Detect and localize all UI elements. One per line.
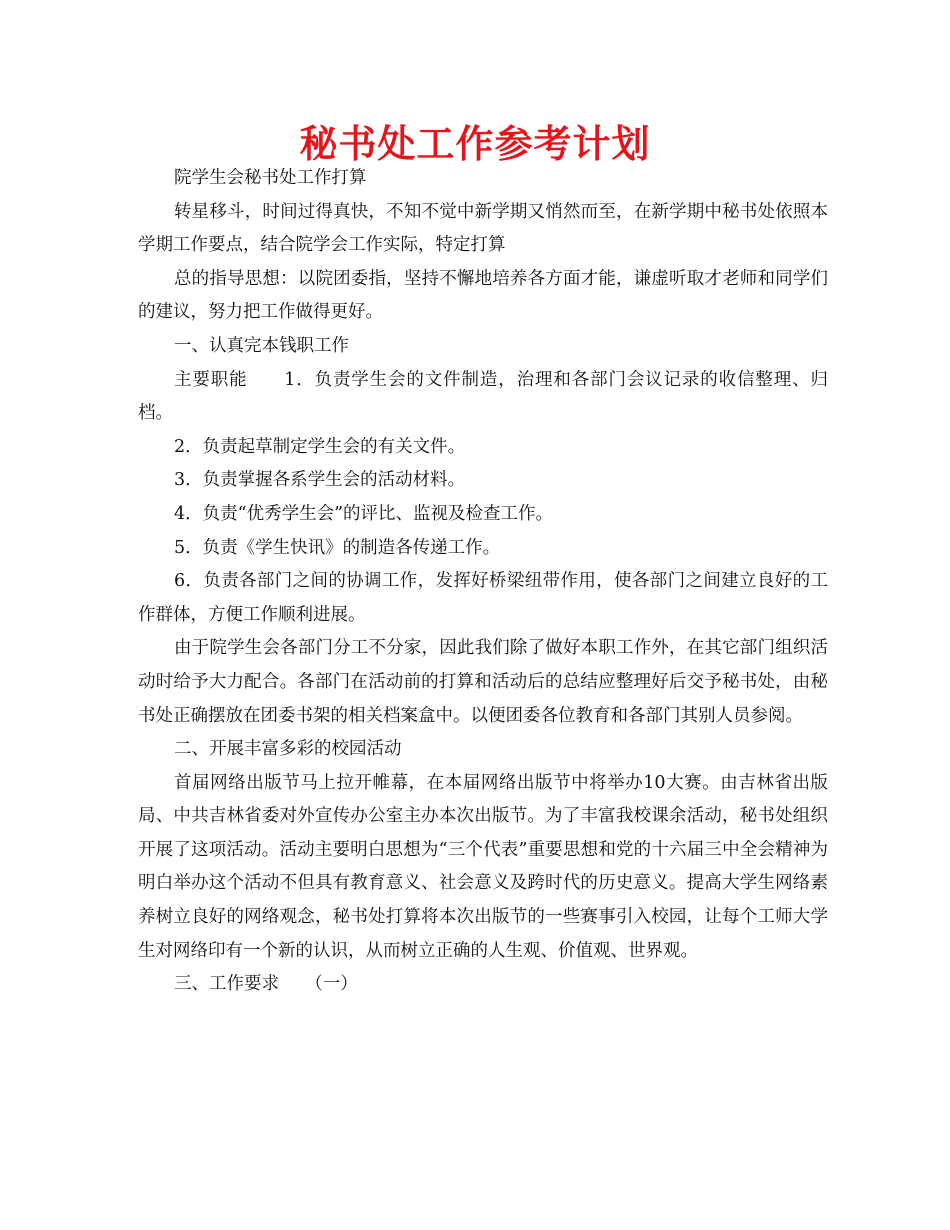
list-item-duty-2: 2．负责起草制定学生会的有关文件。 [174, 436, 466, 457]
paragraph-guiding-idea: 总的指导思想：以院团委指，坚持不懈地培养各方面才能，谦虚听取才老师和同学们的建议，努力把工作做得更好。 [138, 268, 828, 323]
document-body [138, 162, 828, 1002]
list-item-duty-6: 6．负责各部门之间的协调工作，发挥好桥梁纽带作用，使各部门之间建立良好的工作群体，方便工作顺利进展。 [138, 571, 828, 625]
section-heading-1: 一、认真完本钱职工作 [174, 335, 349, 356]
document-title: 秘书处工作参考计划 [299, 122, 651, 166]
section-heading-2: 二、开展丰富多彩的校园活动 [174, 739, 402, 760]
list-item-duty-5: 5．负责《学生快讯》的制造各传递工作。 [174, 537, 501, 558]
paragraph-heading-plan: 院学生会秘书处工作打算 [174, 168, 367, 188]
paragraph-intro: 转星移斗，时间过得真快，不知不觉中新学期又悄然而至，在新学期中秘书处依照本学期工作要点，结合院学会工作实际，特定打算 [138, 201, 828, 256]
list-item-duty-1: 主要职能 1．负责学生会的文件制造，治理和各部门会议记录的收信整理、归档。 [138, 369, 828, 424]
paragraph-cooperation: 由于院学生会各部门分工不分家，因此我们除了做好本职工作外，在其它部门组织活动时给予大力配合。各部门在活动前的打算和活动后的总结应整理好后交予秘书处，由秘书处正确摆放在团委书架的相关档案盒中。以便团委各位教育和各部门其别人员参阅。 [138, 638, 828, 726]
paragraph-festival: 首届网络出版节马上拉开帷幕，在本届网络出版节中将举办10大赛。由吉林省出版局、中共吉林省委对外宣传办公室主办本次出版节。为了丰富我校课余活动，秘书处组织开展了这项活动。活动主要明白思想为“三个代表”重要思想和党的十六届三中全会精神为明白举办这个活动不但具有教育意义、社会意义及跨时代的历史意义。提高大学生网络素养树立良好的网络观念，秘书处打算将本次出版节的一些赛事引入校园，让每个工师大学生对网络印有一个新的认识，从而树立正确的人生观、价值观、世界观。 [138, 772, 828, 961]
list-item-duty-3: 3．负责掌握各系学生会的活动材料。 [174, 470, 466, 491]
list-item-duty-4: 4．负责“优秀学生会”的评比、监视及检查工作。 [174, 503, 554, 524]
section-heading-3: 三、工作要求 （一） [174, 974, 358, 995]
